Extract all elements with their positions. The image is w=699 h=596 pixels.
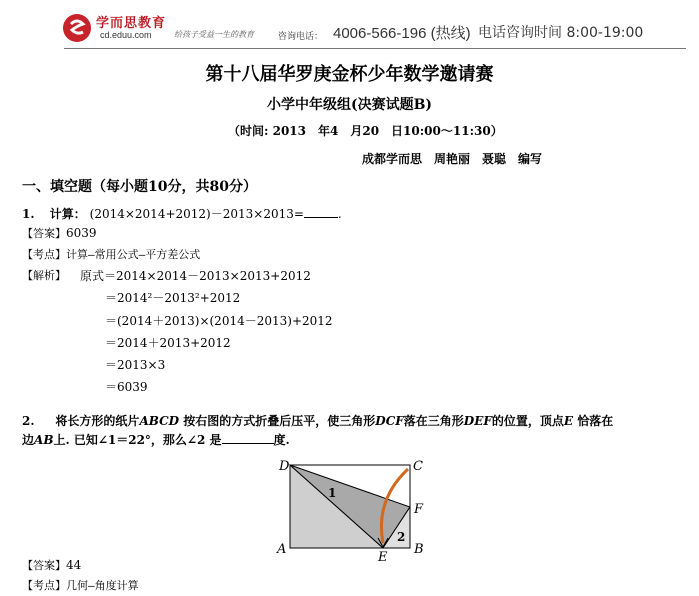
q2-text: 按右图的方式折叠后压平，使三角形 — [183, 414, 376, 428]
section-heading: 一、填空题（每小题10分，共80分） — [22, 179, 257, 195]
q1-analysis-label — [22, 267, 66, 283]
q2-text: 的位置，顶点 — [491, 414, 564, 428]
authors: 成都学而思 周艳丽 聂聪 编写 — [362, 152, 543, 166]
exam-time: （时间: 2013 年4 月20 日10:00～11:30） — [228, 124, 503, 138]
logo-text: 学而思教育 — [96, 16, 167, 31]
solution-step: ＝(2014＋2013)×(2014－2013)+2012 — [105, 314, 333, 328]
header-divider — [64, 48, 686, 49]
vertex-e: E — [563, 414, 574, 428]
fold-figure — [270, 455, 440, 565]
answer-blank — [304, 207, 338, 218]
answer-label: 【答案】 — [22, 227, 66, 240]
slogan: 给孩子受益一生的教育 — [174, 30, 254, 39]
analysis-label: 【解析】 — [22, 269, 66, 282]
question-end: . — [337, 207, 342, 221]
q2-answer — [22, 557, 81, 573]
rect-name: ABCD — [139, 414, 180, 428]
q2-text: 将长方形的纸片 — [55, 414, 140, 428]
label-e: E — [378, 550, 388, 565]
page-subtitle: 小学中年级组(决赛试题B) — [266, 97, 433, 113]
solution-step: ＝2014＋2013+2012 — [105, 336, 231, 350]
q2-text: 上. 已知∠1＝22°，那么∠2 是 — [53, 433, 222, 447]
label-angle-2: 2 — [397, 530, 406, 544]
answer-value: 6039 — [66, 226, 97, 240]
q1-answer — [22, 225, 97, 241]
question-2-line-1 — [22, 412, 613, 429]
q2-text: 度. — [273, 433, 290, 447]
service-hours: 电话咨询时间 8:00-19:00 — [478, 25, 644, 41]
q2-text: 恰落在 — [577, 414, 614, 428]
logo-icon — [62, 13, 92, 43]
solution-step: 原式＝2014×2014－2013×2013+2012 — [80, 269, 311, 283]
answer-label: 【答案】 — [22, 559, 66, 572]
question-expression: (2014×2014+2012)－2013×2013= — [89, 207, 304, 221]
solution-step: ＝2014²－2013²+2012 — [105, 291, 241, 305]
answer-blank — [222, 433, 274, 444]
solution-step: ＝6039 — [105, 380, 148, 394]
q2-text: 落在三角形 — [403, 414, 464, 428]
question-number: 2. — [22, 414, 35, 428]
topic-label: 【考点】 — [22, 248, 66, 261]
hotline-number: 4006-566-196 (热线) — [333, 25, 471, 42]
q2-topic — [22, 577, 139, 593]
edge-ab: AB — [34, 433, 54, 447]
triangle-def: DEF — [463, 414, 492, 428]
label-d: D — [279, 459, 290, 474]
label-b: B — [414, 542, 424, 557]
topic-label: 【考点】 — [22, 579, 66, 592]
label-c: C — [413, 459, 423, 474]
label-a: A — [277, 542, 287, 557]
logo-url: cd.eduu.com — [100, 30, 152, 40]
question-number: 1. — [22, 207, 35, 221]
solution-step: ＝2013×3 — [105, 358, 166, 372]
page-title: 第十八届华罗庚金杯少年数学邀请赛 — [205, 64, 494, 85]
answer-value: 44 — [66, 558, 82, 572]
hotline-label: 咨询电话： — [278, 32, 324, 42]
topic-value: 计算—常用公式—平方差公式 — [66, 248, 201, 261]
q2-text: 边 — [22, 433, 35, 447]
question-2-line-2 — [22, 431, 290, 448]
q1-topic — [22, 246, 200, 262]
topic-value: 几何—角度计算 — [66, 579, 139, 592]
triangle-dcf: DCF — [375, 414, 404, 428]
label-f: F — [414, 502, 424, 517]
label-angle-1: 1 — [328, 486, 337, 500]
question-1 — [22, 205, 342, 222]
question-label: 计算： — [49, 207, 86, 221]
